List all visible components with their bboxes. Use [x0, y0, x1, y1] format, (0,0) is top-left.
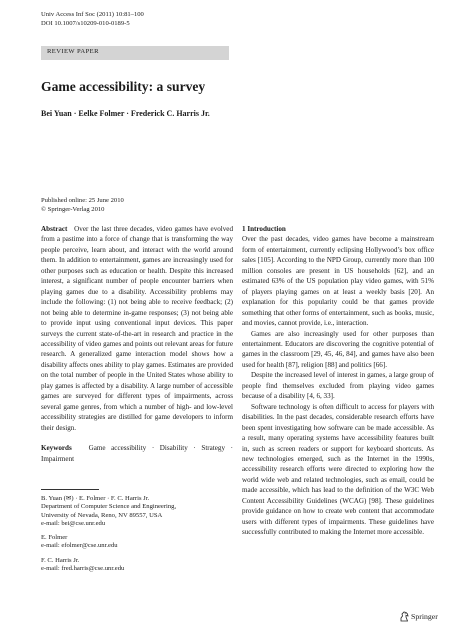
- intro-paragraph-2: Games are also increasingly used for other purposes than entertainment. Educators are discovering the cognitive potential of games in the classroom [29, 45, 46, 84], and games have also been used for health [87], religion [88] and politics [66].: [242, 329, 434, 369]
- right-column: [242, 224, 434, 538]
- affiliation-name-harris: F. C. Harris Jr.: [41, 556, 80, 564]
- article-title: Game accessibility: a survey: [41, 79, 206, 94]
- intro-paragraph-3: Despite the increased level of interest in games, a large group of people find themselves excluded from playing video games because of a disability [4, 6, 33].: [242, 371, 434, 401]
- affiliation-email-yuan: e-mail: bei@cse.unr.edu: [41, 519, 106, 527]
- publisher-logo: [400, 611, 438, 622]
- article-type-label: REVIEW PAPER: [47, 48, 99, 55]
- affiliation-email-folmer: e-mail: efolmer@cse.unr.edu: [41, 542, 118, 550]
- intro-paragraph-4: Software technology is often difficult to access for players with disabilities. In the past decades, considerable research efforts have been spent investigating how software can be made accessible. As a result, many operating systems have accessibility features built in, such as screen readers or support for keyboard shortcuts. As new technologies emerged, such as the Internet in the 1990s, accessibility research efforts were directed to exploring how the world wide web and related technologies, such as email, could be made accessible, which has lead to the definition of the W3C Web Content Accessibility Guidelines (WCAG) [98]. These guidelines provide guidance on how to create web content that accommodate users with different types of impairments. These guidelines have successfully contributed to making the Internet more accessible.: [242, 402, 434, 537]
- affiliation-email-harris: e-mail: fred.harris@cse.unr.edu: [41, 565, 125, 573]
- article-type-band: [41, 46, 229, 60]
- published-date: Published online: 25 June 2010: [41, 197, 124, 204]
- author-list: Bei Yuan · Eelke Folmer · Frederick C. Harris Jr.: [41, 109, 210, 118]
- abstract: [41, 224, 233, 433]
- running-header: [41, 10, 144, 28]
- left-column: [41, 224, 233, 464]
- abstract-label: Abstract: [41, 225, 68, 233]
- abstract-text: Over the last three decades, video games have evolved from a pastime into a force of change that is transforming the way people perceive, learn about, and interact with the world around them. In addition to entertainment, games are increasingly used for other purposes such as education or health. Despite this increased interest, a significant number of people encounter barriers when playing games due to a disability. Accessibility problems may include the following: (1) not being able to receive feedback; (2) not being able to determine in-game responses; (3) not being able to provide input using conventional input devices. This paper surveys the current state-of-the-art in research and practice in the accessibility of video games and points out relevant areas for future research. A generalized game interaction model shows how a disability affects ones ability to play games. Estimates are provided on the total number of people in the United States whose ability to play games is affected by a disability. A large number of accessible games are surveyed for different types of impairments, across several game genres, from which a number of high- and low-level accessibility strategies are distilled for game developers to inform their design.: [41, 225, 234, 432]
- affiliation-authors: B. Yuan (✉) · E. Folmer · F. C. Harris Jr.: [41, 495, 150, 502]
- section-heading: 1 Introduction: [242, 225, 286, 233]
- doi: DOI 10.1007/s10209-010-0189-5: [41, 20, 130, 27]
- keywords: [41, 443, 233, 464]
- keywords-text: Game accessibility · Disability · Strategy · Impairment: [41, 444, 233, 463]
- affiliation-department: Department of Computer Science and Engineering,: [41, 503, 177, 511]
- keywords-label: Keywords: [41, 444, 72, 453]
- affiliation-university: University of Nevada, Reno, NV 89557, USA: [41, 511, 163, 519]
- journal-citation: Univ Access Inf Soc (2011) 10:81–100: [41, 11, 144, 18]
- publisher-name: Springer: [411, 612, 438, 621]
- affiliation-name-folmer: E. Folmer: [41, 534, 68, 542]
- publication-info: [41, 197, 124, 214]
- affiliations: [41, 495, 231, 573]
- copyright: © Springer-Verlag 2010: [41, 205, 105, 213]
- intro-paragraph-1: Over the past decades, video games have become a mainstream form of entertainment, currently eclipsing Hollywood’s box office sales [105]. According to the NPD Group, currently more than 100 million consoles are present in US households [62], and an estimated 63% of the US population play video games, with 51% of players playing games on at least a weekly basis [20]. An explanation for this popularity could be that games provide something that other forms of entertainment, such as books, music, and movies, cannot provide, i.e., interaction.: [242, 235, 434, 328]
- footnote-rule: [41, 489, 99, 490]
- springer-knight-icon: [400, 611, 409, 622]
